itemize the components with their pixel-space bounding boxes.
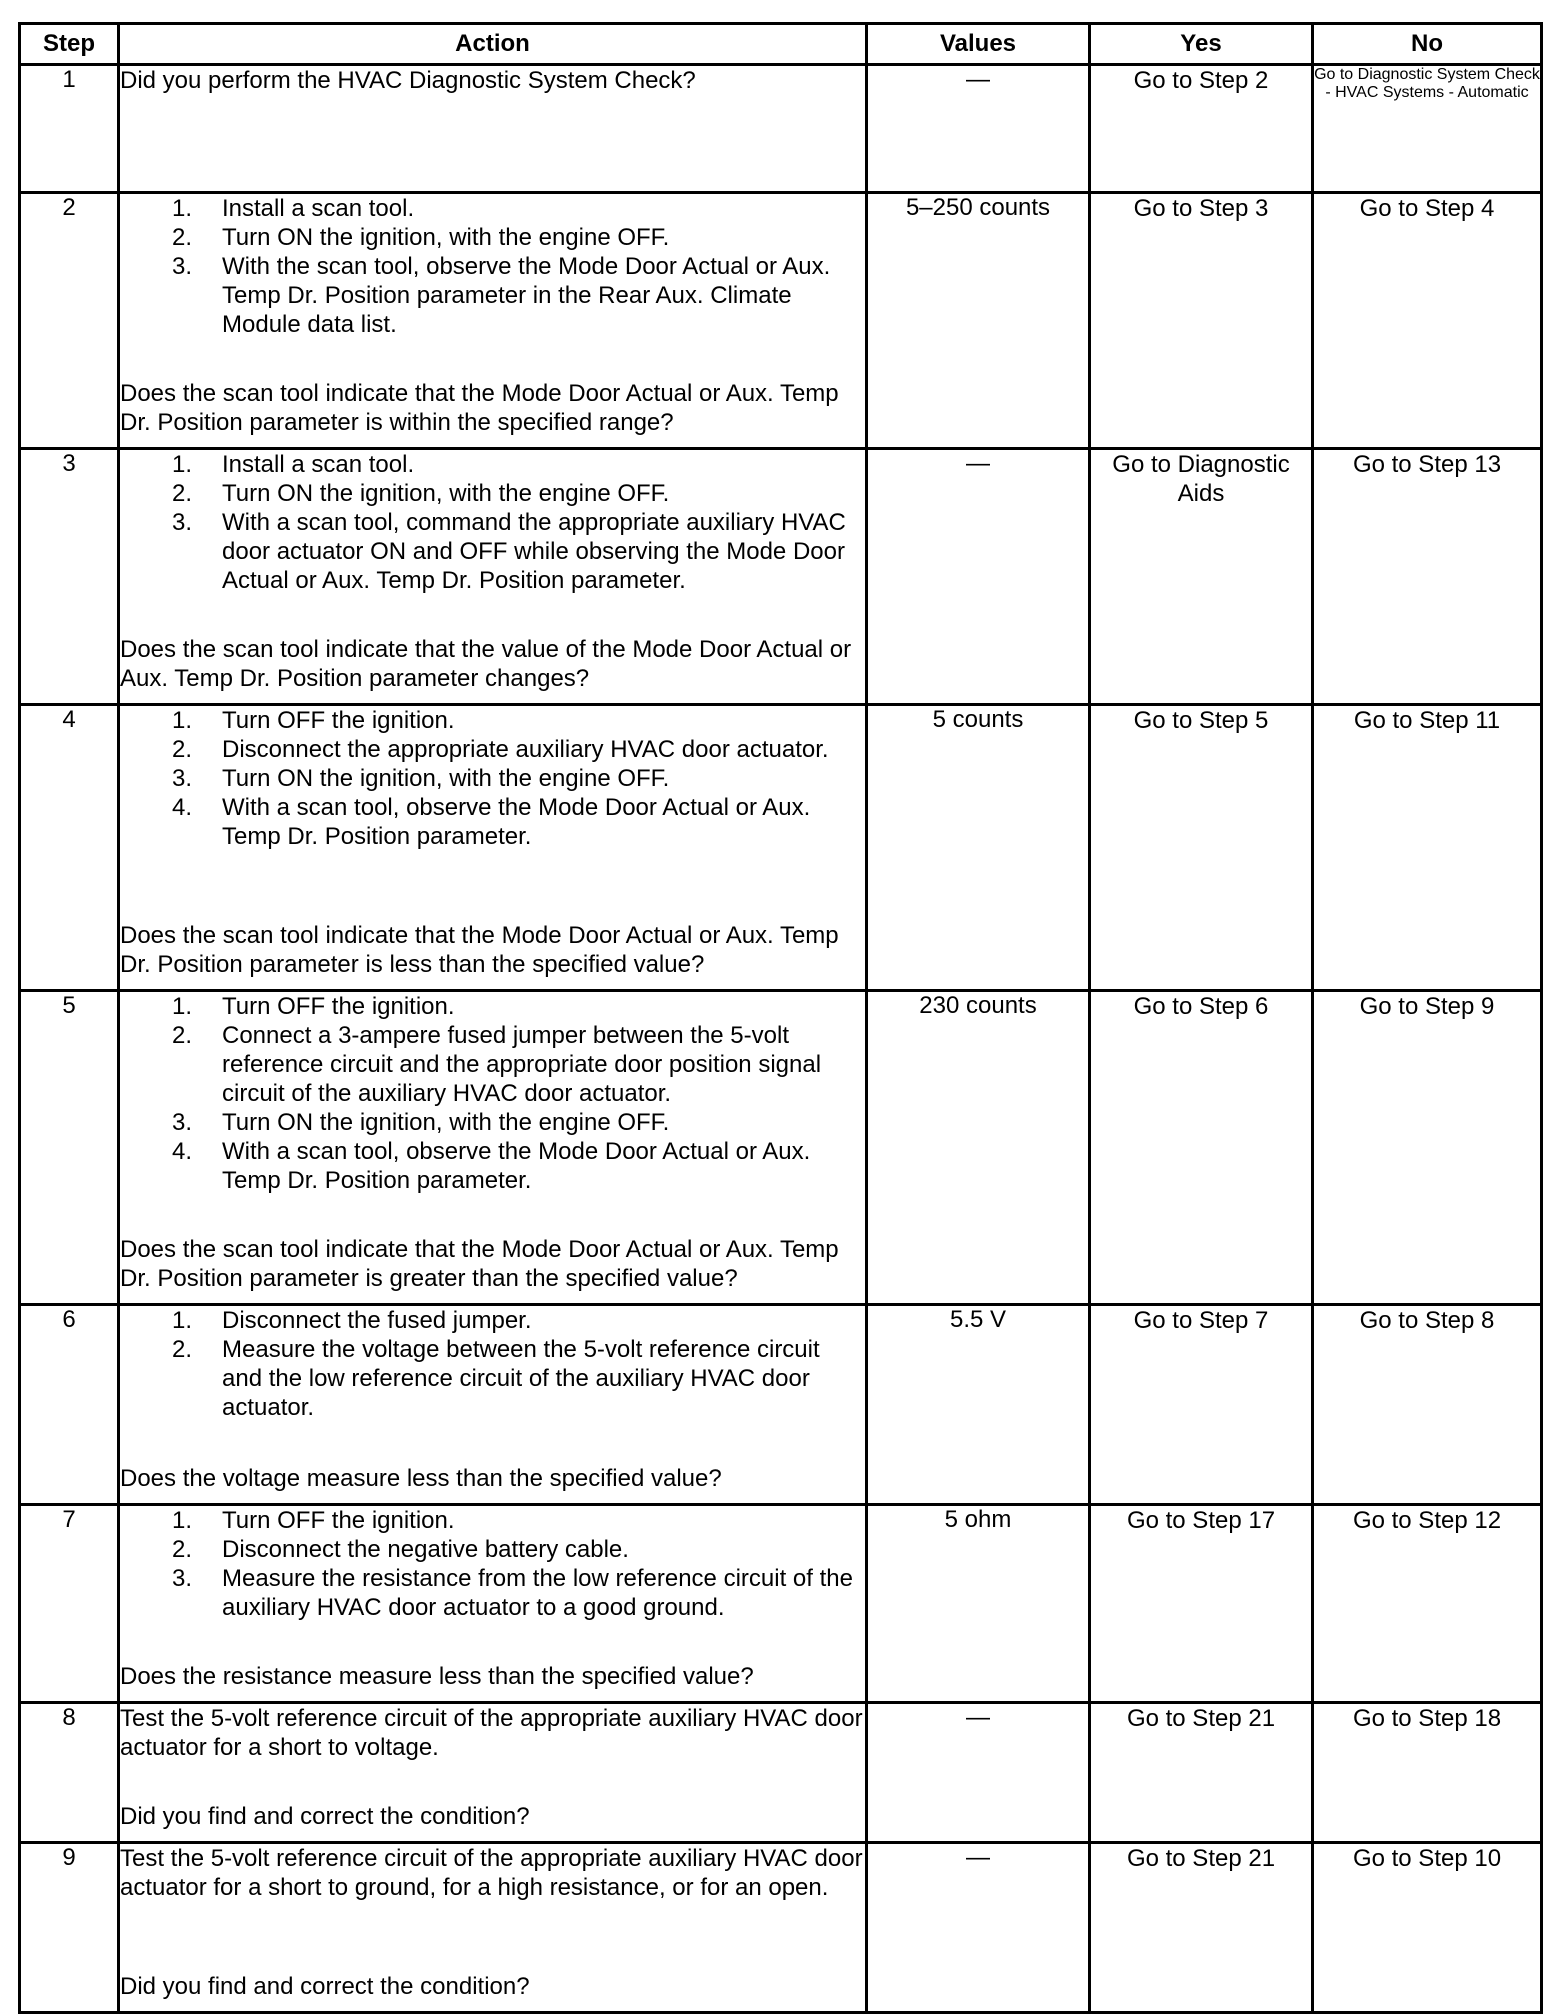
substep-text: With a scan tool, observe the Mode Door Actual or Aux. Temp Dr. Position parameter. (222, 1138, 811, 1194)
action-cell (119, 65, 867, 193)
action-cell (119, 1505, 867, 1703)
substep-list (120, 706, 865, 851)
substep-list (120, 992, 865, 1195)
yes-cell: Go to Step 7 (1090, 1305, 1313, 1505)
table-row (20, 1305, 1542, 1505)
diagnostic-table (18, 22, 1543, 2014)
table-row (20, 705, 1542, 991)
yes-cell: Go to Step 17 (1090, 1505, 1313, 1703)
substep-number: 2. (172, 1536, 193, 1563)
substep-number: 2. (172, 736, 193, 763)
substep-item (120, 479, 865, 508)
value-cell: — (867, 1703, 1090, 1843)
table-row (20, 1505, 1542, 1703)
substep-item (120, 735, 865, 764)
no-cell: Go to Step 11 (1313, 705, 1542, 991)
substep-item (120, 1335, 865, 1422)
action-question: Does the scan tool indicate that the Mode Door Actual or Aux. Temp Dr. Position parameter is less than the specified value? (120, 922, 839, 978)
header-values: Values (867, 24, 1090, 65)
step-number: 7 (20, 1505, 119, 1703)
substep-item (120, 706, 865, 735)
substep-number: 3. (172, 253, 193, 280)
substep-text: Disconnect the fused jumper. (222, 1307, 532, 1334)
action-intro: Test the 5-volt reference circuit of the appropriate auxiliary HVAC door actuator for a short to ground, for a high resistance, or for an open. (120, 1845, 863, 1901)
value-cell: — (867, 449, 1090, 705)
substep-text: Connect a 3-ampere fused jumper between the 5-volt reference circuit and the appropriate door position signal circuit of the auxiliary HVAC door actuator. (222, 1022, 822, 1107)
yes-cell: Go to Step 21 (1090, 1843, 1313, 2013)
substep-number: 3. (172, 1109, 193, 1136)
action-intro: Test the 5-volt reference circuit of the appropriate auxiliary HVAC door actuator for a short to voltage. (120, 1705, 863, 1761)
table-row (20, 1703, 1542, 1843)
substep-item (120, 252, 865, 339)
substep-number: 2. (172, 480, 193, 507)
substep-number: 1. (172, 1307, 193, 1334)
substep-item (120, 1564, 865, 1622)
substep-list (120, 450, 865, 595)
substep-text: Turn ON the ignition, with the engine OFF. (222, 765, 670, 792)
no-cell: Go to Step 18 (1313, 1703, 1542, 1843)
header-action: Action (119, 24, 867, 65)
substep-item (120, 194, 865, 223)
action-cell (119, 705, 867, 991)
value-cell: — (867, 1843, 1090, 2013)
substep-number: 4. (172, 794, 193, 821)
substep-number: 3. (172, 1565, 193, 1592)
substep-number: 1. (172, 707, 193, 734)
substep-text: Turn ON the ignition, with the engine OFF. (222, 224, 670, 251)
action-cell (119, 1703, 867, 1843)
action-cell (119, 1843, 867, 2013)
action-question: Does the scan tool indicate that the value of the Mode Door Actual or Aux. Temp Dr. Position parameter changes? (120, 636, 852, 692)
substep-number: 1. (172, 1507, 193, 1534)
step-number: 8 (20, 1703, 119, 1843)
action-cell (119, 1305, 867, 1505)
substep-text: Turn OFF the ignition. (222, 993, 455, 1020)
substep-list (120, 1506, 865, 1622)
action-cell (119, 449, 867, 705)
step-number: 3 (20, 449, 119, 705)
action-question: Did you find and correct the condition? (120, 1973, 530, 2000)
substep-text: Disconnect the negative battery cable. (222, 1536, 629, 1563)
header-no: No (1313, 24, 1542, 65)
substep-number: 1. (172, 451, 193, 478)
action-question: Does the scan tool indicate that the Mode Door Actual or Aux. Temp Dr. Position parameter is within the specified range? (120, 380, 839, 436)
table-row (20, 1843, 1542, 2013)
no-cell: Go to Step 10 (1313, 1843, 1542, 2013)
substep-text: With a scan tool, observe the Mode Door Actual or Aux. Temp Dr. Position parameter. (222, 794, 811, 850)
substep-text: Disconnect the appropriate auxiliary HVAC door actuator. (222, 736, 829, 763)
action-cell (119, 193, 867, 449)
step-number: 1 (20, 65, 119, 193)
step-number: 5 (20, 991, 119, 1305)
table-row (20, 65, 1542, 193)
substep-text: Install a scan tool. (222, 451, 415, 478)
substep-item (120, 1535, 865, 1564)
value-cell: 5.5 V (867, 1305, 1090, 1505)
yes-cell: Go to Step 6 (1090, 991, 1313, 1305)
substep-item (120, 223, 865, 252)
substep-text: Measure the resistance from the low reference circuit of the auxiliary HVAC door actuator to a good ground. (222, 1565, 853, 1621)
yes-cell: Go to Step 5 (1090, 705, 1313, 991)
value-cell: 230 counts (867, 991, 1090, 1305)
substep-number: 4. (172, 1138, 193, 1165)
substep-number: 2. (172, 224, 193, 251)
step-number: 4 (20, 705, 119, 991)
header-yes: Yes (1090, 24, 1313, 65)
action-question: Does the resistance measure less than the specified value? (120, 1663, 754, 1690)
action-question: Does the voltage measure less than the specified value? (120, 1465, 722, 1492)
header-row (20, 24, 1542, 65)
header-step: Step (20, 24, 119, 65)
table-row (20, 449, 1542, 705)
substep-item (120, 1021, 865, 1108)
step-number: 9 (20, 1843, 119, 2013)
no-cell: Go to Diagnostic System Check - HVAC Systems - Automatic (1313, 65, 1542, 193)
substep-text: Turn ON the ignition, with the engine OFF. (222, 480, 670, 507)
value-cell: 5–250 counts (867, 193, 1090, 449)
table-row (20, 991, 1542, 1305)
substep-text: Turn OFF the ignition. (222, 707, 455, 734)
no-cell: Go to Step 9 (1313, 991, 1542, 1305)
substep-item (120, 1108, 865, 1137)
no-cell: Go to Step 8 (1313, 1305, 1542, 1505)
step-number: 2 (20, 193, 119, 449)
yes-cell: Go to Step 21 (1090, 1703, 1313, 1843)
value-cell: 5 counts (867, 705, 1090, 991)
no-cell: Go to Step 13 (1313, 449, 1542, 705)
no-cell: Go to Step 12 (1313, 1505, 1542, 1703)
yes-cell: Go to Diagnostic Aids (1090, 449, 1313, 705)
substep-item (120, 764, 865, 793)
value-cell: — (867, 65, 1090, 193)
action-question: Did you find and correct the condition? (120, 1803, 530, 1830)
substep-text: Turn OFF the ignition. (222, 1507, 455, 1534)
action-intro: Did you perform the HVAC Diagnostic System Check? (120, 67, 696, 94)
substep-item (120, 793, 865, 851)
substep-number: 1. (172, 195, 193, 222)
substep-text: With the scan tool, observe the Mode Door Actual or Aux. Temp Dr. Position parameter in the Rear Aux. Climate Module data list. (222, 253, 831, 338)
substep-number: 3. (172, 509, 193, 536)
action-cell (119, 991, 867, 1305)
substep-number: 3. (172, 765, 193, 792)
substep-text: With a scan tool, command the appropriate auxiliary HVAC door actuator ON and OFF while observing the Mode Door Actual or Aux. Temp Dr. Position parameter. (222, 509, 846, 594)
substep-item (120, 508, 865, 595)
step-number: 6 (20, 1305, 119, 1505)
substep-item (120, 1306, 865, 1335)
action-question: Does the scan tool indicate that the Mode Door Actual or Aux. Temp Dr. Position parameter is greater than the specified value? (120, 1236, 839, 1292)
yes-cell: Go to Step 2 (1090, 65, 1313, 193)
substep-list (120, 194, 865, 339)
substep-text: Measure the voltage between the 5-volt reference circuit and the low reference circuit of the auxiliary HVAC door actuator. (222, 1336, 820, 1421)
no-cell: Go to Step 4 (1313, 193, 1542, 449)
substep-item (120, 1137, 865, 1195)
substep-text: Install a scan tool. (222, 195, 415, 222)
substep-number: 2. (172, 1336, 193, 1363)
substep-text: Turn ON the ignition, with the engine OFF. (222, 1109, 670, 1136)
substep-number: 2. (172, 1022, 193, 1049)
substep-item (120, 450, 865, 479)
substep-item (120, 992, 865, 1021)
substep-list (120, 1306, 865, 1422)
substep-item (120, 1506, 865, 1535)
table-row (20, 193, 1542, 449)
yes-cell: Go to Step 3 (1090, 193, 1313, 449)
substep-number: 1. (172, 993, 193, 1020)
value-cell: 5 ohm (867, 1505, 1090, 1703)
